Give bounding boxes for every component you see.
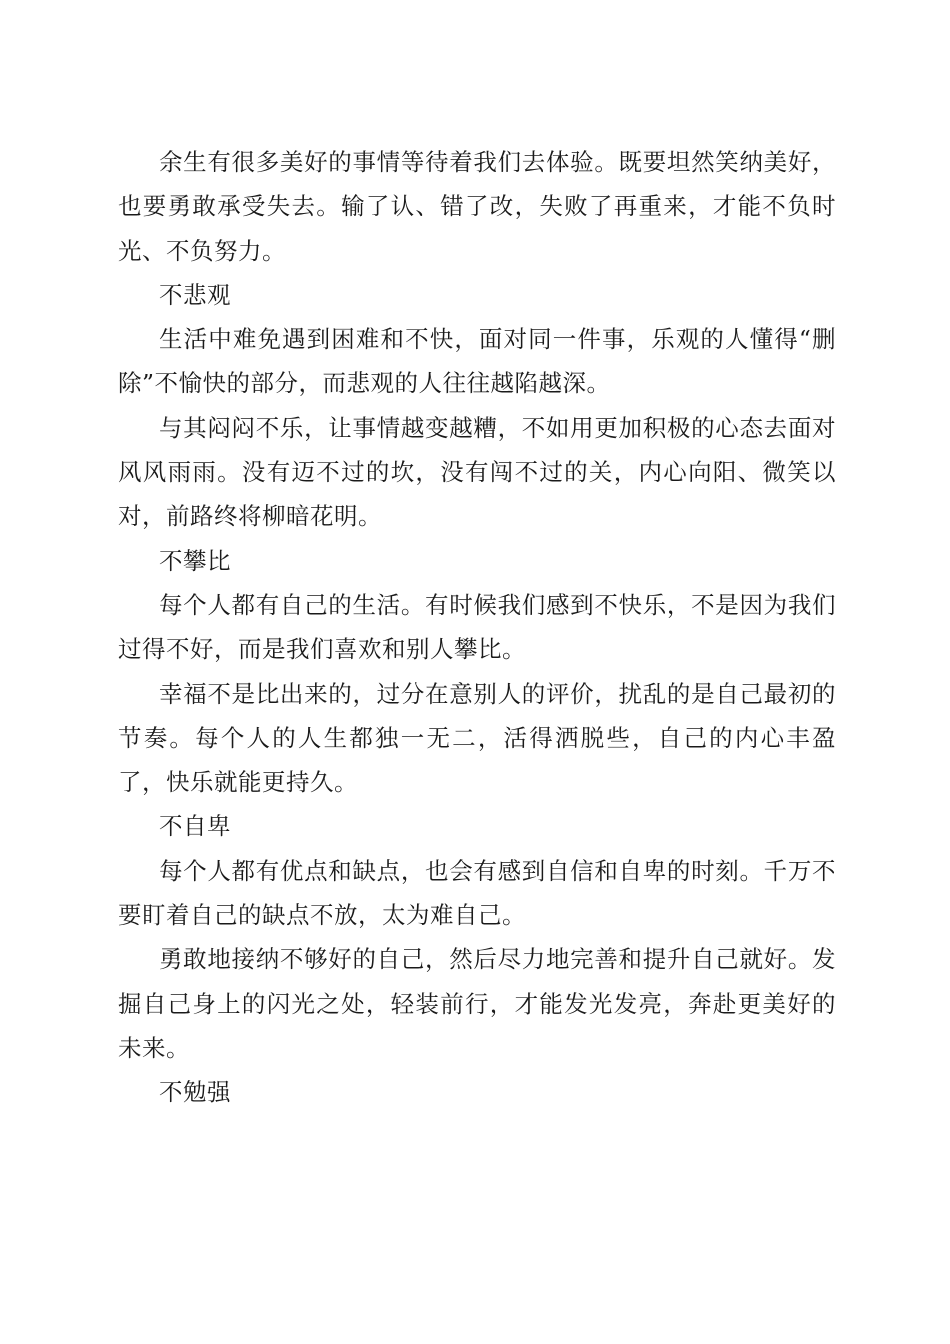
section-heading-not-pessimistic: 不悲观	[159, 280, 231, 309]
paragraph-optimism: 生活中难免遇到困难和不快，面对同一件事，乐观的人懂得“删除”不愉快的部分，而悲观的人往往越陷越深。	[118, 325, 836, 398]
section-heading-no-inferiority: 不自卑	[159, 812, 231, 841]
paragraph-embrace-life: 余生有很多美好的事情等待着我们去体验。既要坦然笑纳美好，也要勇敢承受失去。输了认、错了改，失败了再重来，才能不负时光、不负努力。	[118, 148, 836, 265]
paragraph-happiness: 幸福不是比出来的，过分在意别人的评价，扰乱的是自己最初的节奏。每个人的人生都独一无二，活得洒脱些，自己的内心丰盈了，快乐就能更持久。	[118, 679, 836, 797]
section-heading-no-comparison: 不攀比	[159, 546, 231, 575]
paragraph-accept-yourself: 勇敢地接纳不够好的自己，然后尽力地完善和提升自己就好。发掘自己身上的闪光之处，轻装前行，才能发光发亮，奔赴更美好的未来。	[118, 945, 836, 1062]
paragraph-strengths-weaknesses: 每个人都有优点和缺点，也会有感到自信和自卑的时刻。千万不要盯着自己的缺点不放，太为难自己。	[118, 856, 836, 930]
article-body	[118, 140, 836, 1115]
paragraph-positive-attitude: 与其闷闷不乐，让事情越变越糟，不如用更加积极的心态去面对风风雨雨。没有迈不过的坎，没有闯不过的关，内心向阳、微笑以对，前路终将柳暗花明。	[118, 413, 836, 531]
section-heading-no-forcing: 不勉强	[159, 1078, 231, 1107]
paragraph-own-life: 每个人都有自己的生活。有时候我们感到不快乐，不是因为我们过得不好，而是我们喜欢和别人攀比。	[118, 590, 836, 664]
